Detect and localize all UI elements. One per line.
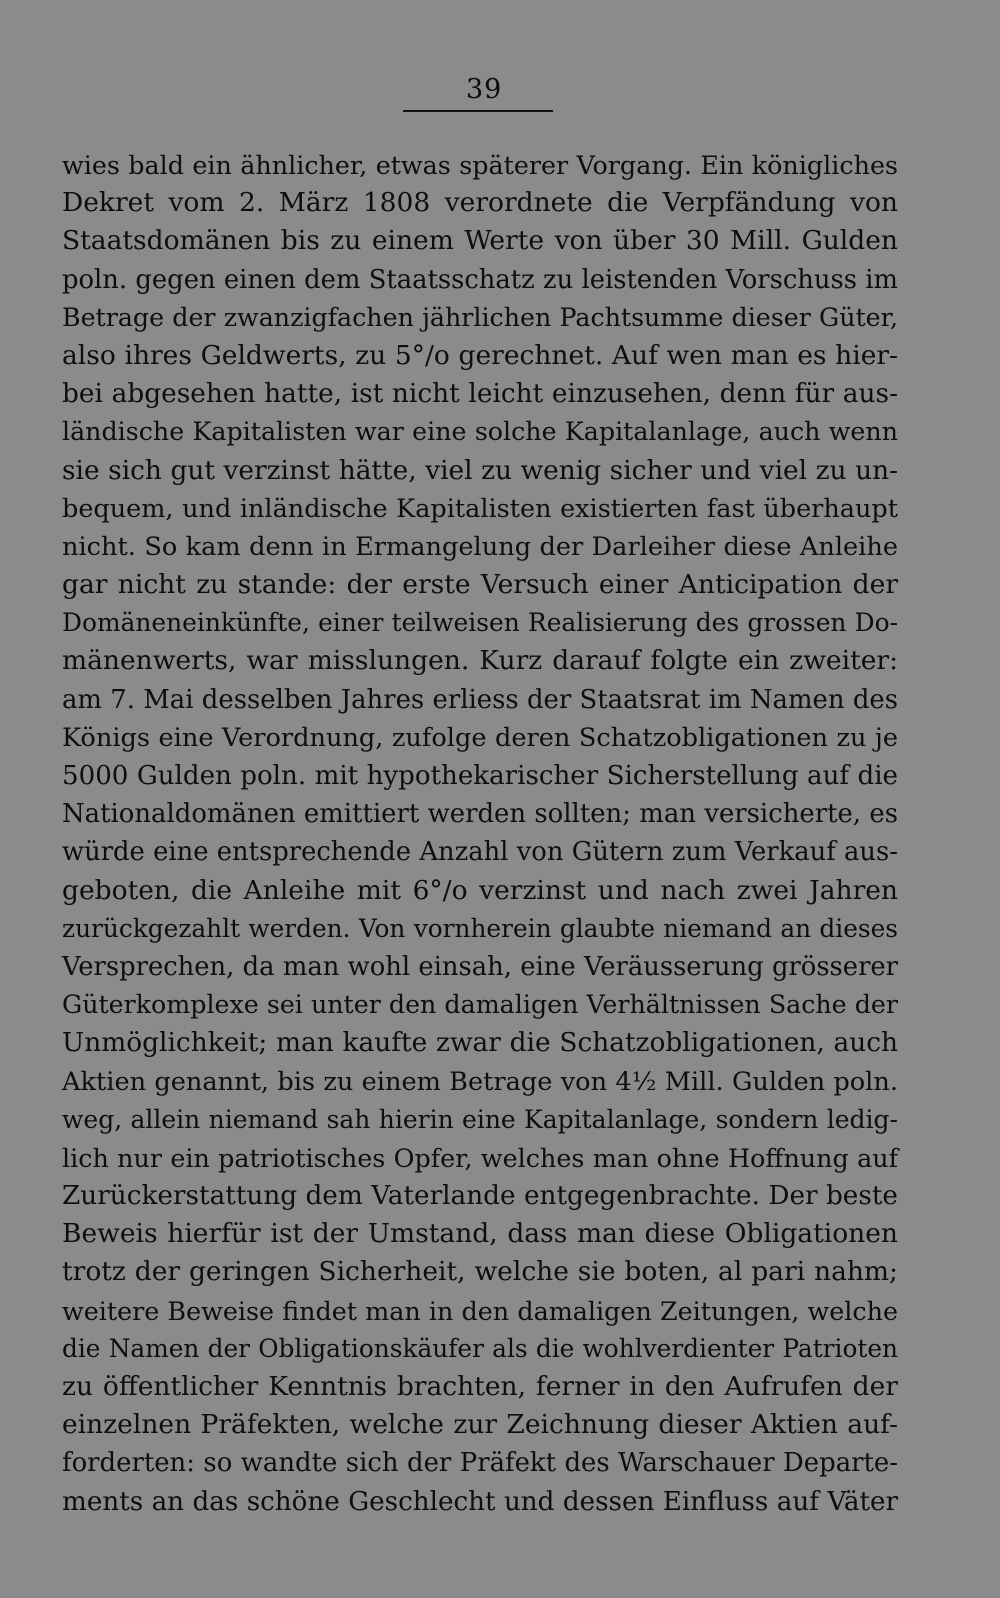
- text-line: am 7. Mai desselben Jahres erliess der Staatsrat im Namen des: [62, 684, 898, 715]
- text-line: zu öffentlicher Kenntnis brachten, ferner in den Aufrufen der: [62, 1371, 898, 1402]
- text-line: Unmöglichkeit; man kaufte zwar die Schatzobligationen, auch: [62, 1027, 898, 1059]
- text-line: also ihres Geldwerts, zu 5°/o gerechnet. Auf wen man es hier-: [62, 339, 898, 371]
- header-rule: [403, 110, 553, 112]
- text-line: geboten, die Anleihe mit 6°/o verzinst und nach zwei Jahren: [62, 874, 898, 906]
- text-line: 5000 Gulden poln. mit hypothekarischer Sicherstellung auf die: [62, 761, 898, 791]
- text-line: die Namen der Obligationskäufer als die wohlverdienter Patrioten: [62, 1333, 898, 1363]
- text-line: trotz der geringen Sicherheit, welche sie boten, al pari nahm;: [62, 1256, 898, 1288]
- text-line: sie sich gut verzinst hätte, viel zu wenig sicher und viel zu un-: [62, 454, 898, 486]
- page-number: 39: [466, 74, 503, 105]
- text-line: Nationaldomänen emittiert werden sollten; man versicherte, es: [62, 799, 898, 830]
- text-line: Königs eine Verordnung, zufolge deren Schatzobligationen zu je: [62, 722, 898, 753]
- text-line: Versprechen, da man wohl einsah, eine Veräusserung grösserer: [62, 951, 898, 982]
- text-line: Domäneneinkünfte, einer teilweisen Realisierung des grossen Do-: [62, 608, 898, 638]
- text-line: Aktien genannt, bis zu einem Betrage von 4½ Mill. Gulden poln.: [62, 1066, 898, 1097]
- body-text: [62, 146, 898, 1521]
- text-line: mänenwerts, war misslungen. Kurz darauf folgte ein zweiter:: [62, 645, 898, 677]
- text-line: einzelnen Präfekten, welche zur Zeichnung dieser Aktien auf-: [62, 1409, 898, 1441]
- text-line: würde eine entsprechende Anzahl von Gütern zum Verkauf aus-: [62, 837, 898, 868]
- text-line: lich nur ein patriotisches Opfer, welches man ohne Hoffnung auf: [62, 1142, 898, 1173]
- text-line: Staatsdomänen bis zu einem Werte von über 30 Mill. Gulden: [62, 225, 898, 257]
- text-line: ländische Kapitalisten war eine solche Kapitalanlage, auch wenn: [62, 417, 898, 447]
- text-line: weg, allein niemand sah hierin eine Kapitalanlage, sondern ledig-: [62, 1104, 898, 1134]
- text-line: Beweis hierfür ist der Umstand, dass man diese Obligationen: [62, 1218, 898, 1250]
- text-line: bei abgesehen hatte, ist nicht leicht einzusehen, denn für aus-: [62, 378, 898, 410]
- text-line: ments an das schöne Geschlecht und dessen Einfluss auf Väter: [62, 1486, 898, 1517]
- text-line: bequem, und inländische Kapitalisten existierten fast überhaupt: [62, 493, 898, 524]
- text-line: gar nicht zu stande: der erste Versuch einer Anticipation der: [62, 569, 898, 601]
- text-line: nicht. So kam denn in Ermangelung der Darleiher diese Anleihe: [62, 531, 898, 562]
- text-line: Dekret vom 2. März 1808 verordnete die Verpfändung von: [62, 187, 898, 219]
- text-line: Betrage der zwanzigfachen jährlichen Pachtsumme dieser Güter,: [62, 302, 898, 332]
- text-line: weitere Beweise findet man in den damaligen Zeitungen, welche: [62, 1295, 898, 1326]
- text-line: poln. gegen einen dem Staatsschatz zu leistenden Vorschuss im: [62, 264, 898, 295]
- text-line: Zurückerstattung dem Vaterlande entgegenbrachte. Der beste: [62, 1181, 898, 1212]
- text-line: zurückgezahlt werden. Von vornherein glaubte niemand an dieses: [62, 913, 898, 943]
- text-line: forderten: so wandte sich der Präfekt des Warschauer Departe-: [62, 1448, 898, 1479]
- text-line: wies bald ein ähnlicher, etwas späterer Vorgang. Ein königliches: [62, 150, 898, 180]
- text-line: Güterkomplexe sei unter den damaligen Verhältnissen Sache der: [62, 990, 898, 1020]
